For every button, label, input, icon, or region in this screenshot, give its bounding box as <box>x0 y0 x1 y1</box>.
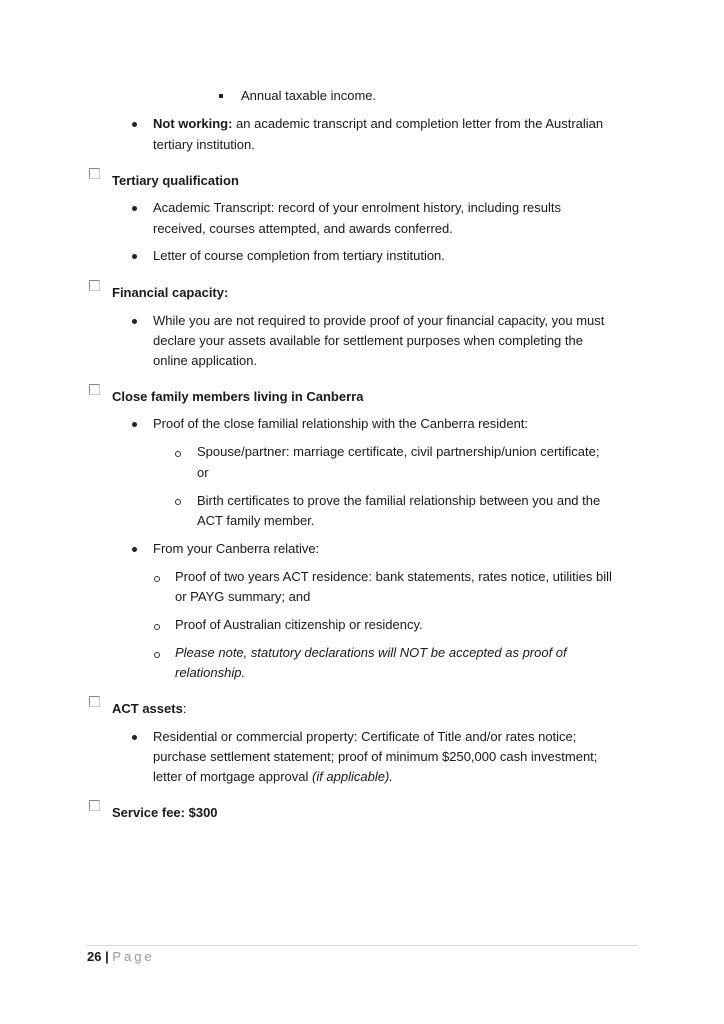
circle-bullet-icon <box>154 576 160 582</box>
sub-list-item: Proof of Australian citizenship or residency. <box>175 617 423 632</box>
section-heading-service-fee: Service fee: $300 <box>112 805 218 820</box>
list-item: While you are not required to provide proof of your financial capacity, you must <box>153 313 605 328</box>
bullet-icon <box>132 122 137 127</box>
sub-list-item: Proof of two years ACT residence: bank statements, rates notice, utilities bill <box>175 569 612 584</box>
section-heading-financial: Financial capacity: <box>112 285 229 300</box>
checkbox-icon[interactable] <box>89 280 100 291</box>
list-item-continued: purchase settlement statement; proof of minimum $250,000 cash investment; <box>153 749 598 764</box>
list-item: Letter of course completion from tertiary institution. <box>153 248 445 263</box>
checkbox-icon[interactable] <box>89 384 100 395</box>
square-bullet-icon <box>219 94 223 98</box>
checkbox-icon[interactable] <box>89 800 100 811</box>
page-label: Page <box>112 949 155 964</box>
checkbox-icon[interactable] <box>89 696 100 707</box>
circle-bullet-icon <box>154 652 160 658</box>
item-label: Not working: <box>153 116 233 131</box>
list-item-continued: online application. <box>153 353 258 368</box>
bullet-icon <box>132 206 137 211</box>
heading-text: ACT assets <box>112 701 183 716</box>
bullet-icon <box>132 254 137 259</box>
list-item-not-working <box>153 114 603 134</box>
sub-list-item-continued: or <box>197 465 209 480</box>
circle-bullet-icon <box>175 499 181 505</box>
checkbox-icon[interactable] <box>89 168 100 179</box>
sub-list-item-note: Please note, statutory declarations will NOT be accepted as proof of <box>175 645 567 660</box>
page-number: 26 <box>87 949 102 964</box>
sub-list-item-continued: or PAYG summary; and <box>175 589 311 604</box>
section-heading-tertiary: Tertiary qualification <box>112 173 239 188</box>
list-item-continued <box>153 767 393 787</box>
list-item-continued: received, courses attempted, and awards conferred. <box>153 221 453 236</box>
list-item: Annual taxable income. <box>241 88 377 103</box>
list-item: Academic Transcript: record of your enrolment history, including results <box>153 200 561 215</box>
sub-list-item-continued: relationship. <box>175 665 246 680</box>
section-heading-assets <box>112 699 186 719</box>
list-item: From your Canberra relative: <box>153 541 320 556</box>
list-item-continued: declare your assets available for settlement purposes when completing the <box>153 333 583 348</box>
item-text-italic: (if applicable). <box>311 769 393 784</box>
list-item: Proof of the close familial relationship with the Canberra resident: <box>153 416 529 431</box>
sub-list-item-continued: ACT family member. <box>197 513 315 528</box>
bullet-icon <box>132 422 137 427</box>
bullet-icon <box>132 735 137 740</box>
item-text: an academic transcript and completion letter from the Australian <box>232 116 604 131</box>
bullet-icon <box>132 547 137 552</box>
heading-colon: : <box>182 701 187 716</box>
list-item-continued: tertiary institution. <box>153 137 255 152</box>
circle-bullet-icon <box>154 624 160 630</box>
bullet-icon <box>132 319 137 324</box>
footer-divider <box>87 945 638 946</box>
page-number-separator: | <box>101 949 113 964</box>
list-item: Residential or commercial property: Certificate of Title and/or rates notice; <box>153 729 577 744</box>
item-text: letter of mortgage approval <box>153 769 312 784</box>
page-footer <box>87 947 155 967</box>
circle-bullet-icon <box>175 451 181 457</box>
sub-list-item: Spouse/partner: marriage certificate, civil partnership/union certificate; <box>197 444 600 459</box>
sub-list-item: Birth certificates to prove the familial relationship between you and the <box>197 493 601 508</box>
section-heading-family: Close family members living in Canberra <box>112 389 364 404</box>
